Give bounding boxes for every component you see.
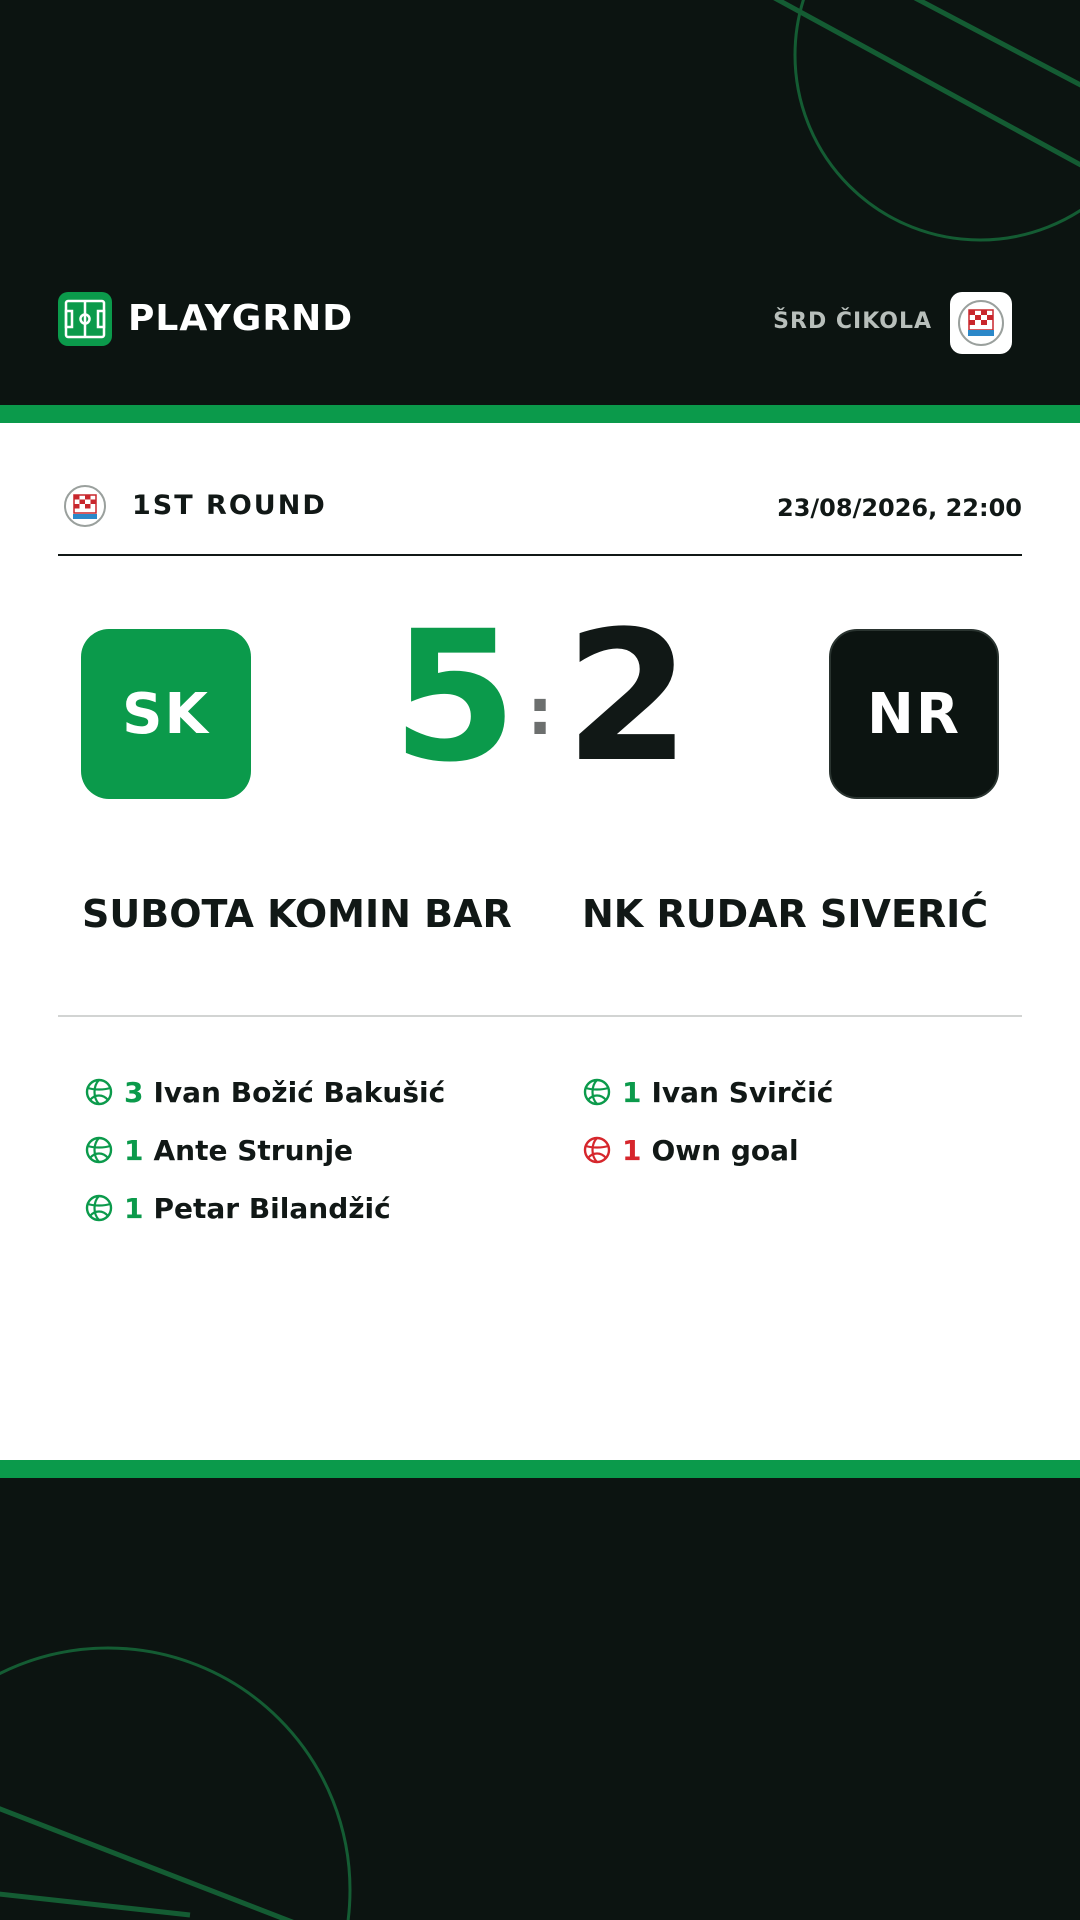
club-crest-icon — [950, 292, 1012, 354]
soccer-ball-icon — [84, 1135, 114, 1165]
soccer-ball-icon — [84, 1193, 114, 1223]
away-team-name: NK RUDAR SIVERIĆ — [582, 892, 989, 936]
soccer-field-icon — [58, 292, 112, 346]
own-goal-ball-icon — [582, 1135, 612, 1165]
soccer-ball-icon — [84, 1077, 114, 1107]
goal-count: 1 — [622, 1133, 642, 1167]
accent-stripe-top — [0, 405, 1080, 423]
scorer-name: Ivan Svirčić — [651, 1075, 834, 1109]
score-separator: : — [527, 676, 553, 750]
match-date: 23/08/2026, 22:00 — [777, 494, 1022, 522]
scorer-item — [84, 1179, 544, 1237]
scorer-item — [582, 1063, 1042, 1121]
scorer-name: Ivan Božić Bakušić — [153, 1075, 446, 1109]
scorer-name: Ante Strunje — [153, 1133, 354, 1167]
goal-count: 3 — [124, 1075, 144, 1109]
goal-count: 1 — [124, 1133, 144, 1167]
club-name: ŠRD ČIKOLA — [773, 309, 932, 334]
scorer-item — [84, 1121, 544, 1179]
away-team-badge: NR — [829, 629, 999, 799]
accent-stripe-bottom — [0, 1460, 1080, 1478]
club-crest-icon — [62, 483, 108, 529]
scorer-name: Petar Bilandžić — [153, 1191, 391, 1225]
home-scorers-list — [84, 1063, 544, 1237]
scorer-item — [84, 1063, 544, 1121]
divider — [58, 554, 1022, 556]
home-score: 5 — [392, 593, 518, 802]
round-label: 1ST ROUND — [132, 490, 327, 521]
away-score: 2 — [565, 593, 691, 802]
match-card — [0, 423, 1080, 1460]
soccer-ball-icon — [582, 1077, 612, 1107]
home-team-badge: SK — [81, 629, 251, 799]
away-scorers-list — [582, 1063, 1042, 1179]
scorer-item-own-goal — [582, 1121, 1042, 1179]
brand-name: PLAYGRND — [128, 298, 354, 339]
goal-count: 1 — [124, 1191, 144, 1225]
divider — [58, 1015, 1022, 1017]
scorer-name: Own goal — [651, 1133, 799, 1167]
header — [0, 0, 1080, 405]
home-team-name: SUBOTA KOMIN BAR — [82, 892, 512, 936]
goal-count: 1 — [622, 1075, 642, 1109]
